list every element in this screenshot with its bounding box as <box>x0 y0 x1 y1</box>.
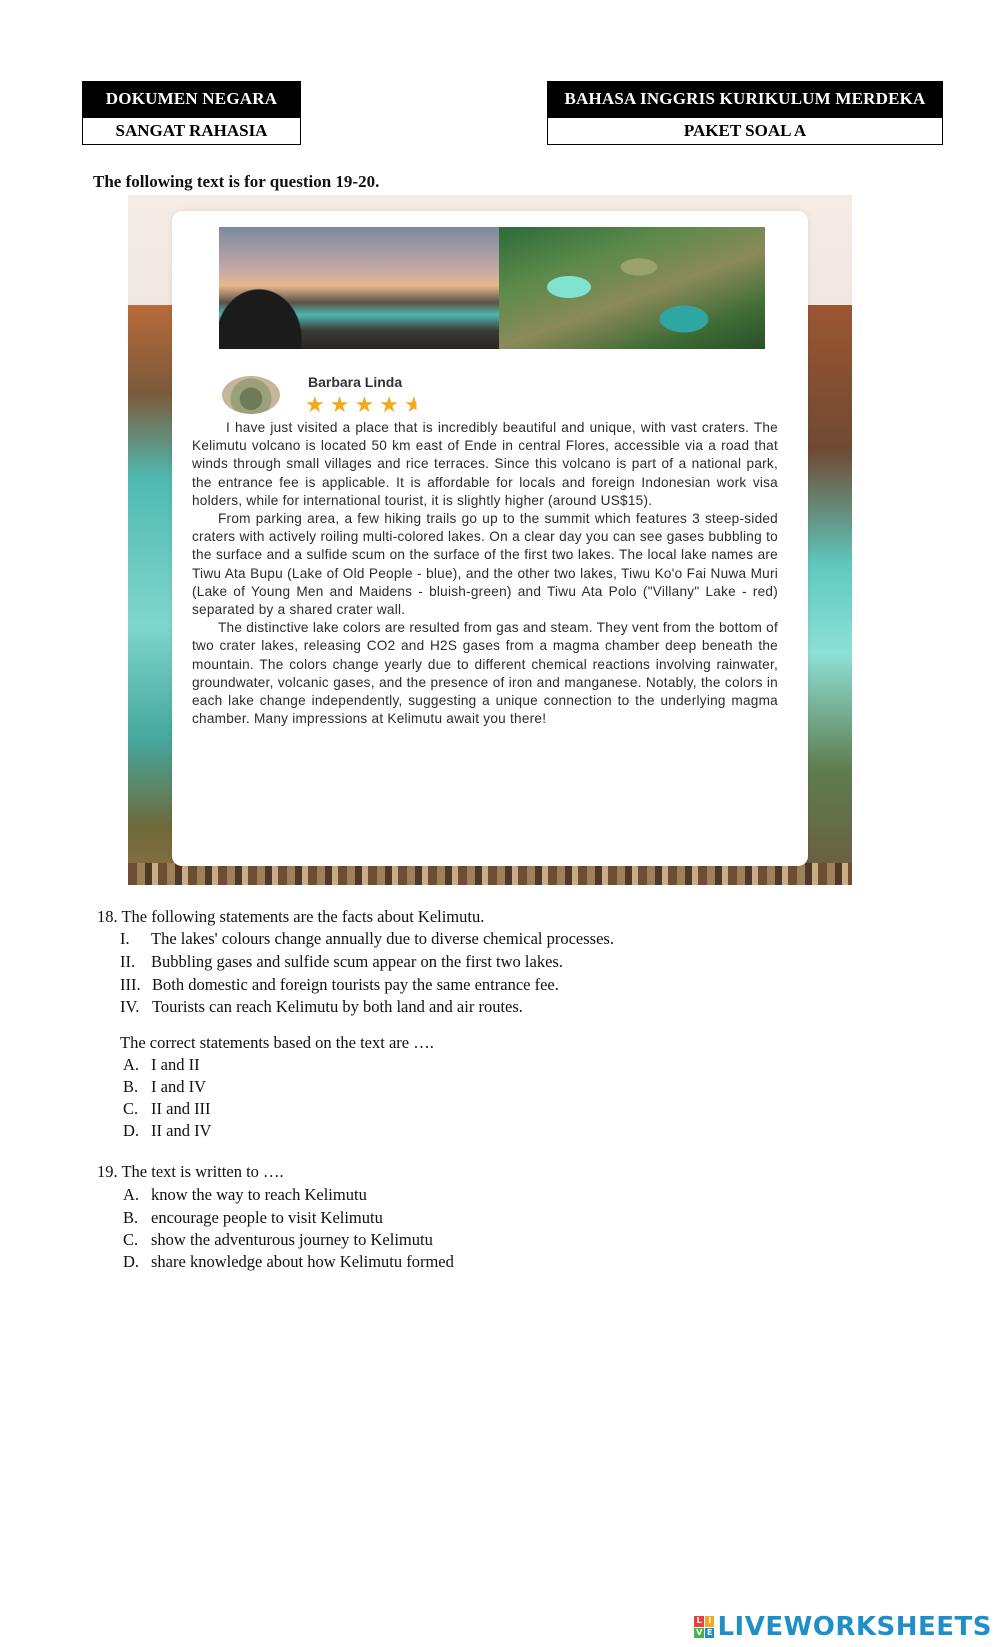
statement-text: The lakes' colours change annually due to diverse chemical processes. <box>151 929 614 948</box>
statement-text: Tourists can reach Kelimutu by both land and air routes. <box>152 997 523 1016</box>
logo-grid-icon <box>694 1616 714 1638</box>
photo-tourist-at-crater <box>219 227 499 349</box>
rock-border <box>128 863 852 885</box>
review-image <box>128 195 852 885</box>
review-paragraph-2: From parking area, a few hiking trails go up to the summit which features 3 steep-sided craters with actively roiling multi-colored lakes. On a clear day you can see gases bubbling to the surface and a sulfide scum on the surface of the first two lakes. The local lake names are Tiwu Ata Bupu (Lake of Old People - blue), and the other two lakes, Tiwu Ko'o Fai Nuwa Muri (Lake of Young Men and Maidens - bluish-green) and Tiwu Ata Polo ("Villany" Lake - red) separated by a shared crater wall. <box>192 511 778 618</box>
statement-text: Both domestic and foreign tourists pay the same entrance fee. <box>152 975 559 994</box>
question-18-prompt: The correct statements based on the text are …. <box>120 1033 434 1052</box>
statement-2 <box>120 951 563 973</box>
question-number: 19. <box>97 1162 118 1181</box>
logo-wordmark: LIVEWORKSHEETS <box>717 1612 992 1642</box>
intro-text: The following text is for question 19-20. <box>93 172 380 191</box>
header-paket <box>547 117 943 145</box>
option-text: show the adventurous journey to Kelimutu <box>151 1230 433 1249</box>
option-19-d[interactable] <box>123 1251 454 1273</box>
half-star-icon: ★ <box>403 393 429 418</box>
option-text: I and II <box>151 1055 200 1074</box>
question-18 <box>97 906 484 928</box>
question-number: 18. <box>97 907 118 926</box>
lake-background-right <box>806 305 852 885</box>
header-subject <box>547 81 943 117</box>
option-text: know the way to reach Kelimutu <box>151 1185 367 1204</box>
option-text: encourage people to visit Kelimutu <box>151 1208 383 1227</box>
option-19-a[interactable] <box>123 1184 367 1206</box>
option-19-b[interactable] <box>123 1207 383 1229</box>
option-letter: B. <box>123 1077 139 1096</box>
option-letter: C. <box>123 1230 139 1249</box>
statement-numeral: II. <box>120 952 136 971</box>
option-letter: B. <box>123 1208 139 1227</box>
header-dokumen-negara <box>82 81 301 117</box>
question-stem: The text is written to …. <box>121 1162 284 1181</box>
header-right-top-text: BAHASA INGGRIS KURIKULUM MERDEKA <box>564 89 926 108</box>
statement-numeral: IV. <box>120 997 140 1016</box>
statement-3 <box>120 974 559 996</box>
star-rating <box>305 393 429 418</box>
option-text: share knowledge about how Kelimutu formed <box>151 1252 454 1271</box>
star-icon: ★ <box>379 393 404 418</box>
option-19-c[interactable] <box>123 1229 433 1251</box>
liveworksheets-logo[interactable] <box>694 1612 992 1642</box>
statement-1 <box>120 928 614 950</box>
option-18-a[interactable] <box>123 1054 200 1076</box>
review-paragraph-3: The distinctive lake colors are resulted from gas and steam. They vent from the bottom of two crater lakes, releasing CO2 and H2S gases from a magma chamber deep beneath the mountain. The colors change yearly due to different chemical reactions involving rainwater, groundwater, volcanic gases, and the presence of iron and manganese. Notably, the colors in each lake change independently, suggesting a unique connection to the underlying magma chamber. Many impressions at Kelimutu await you there! <box>192 620 778 727</box>
star-icon: ★ <box>329 393 355 418</box>
logo-letter-e: E <box>705 1628 715 1639</box>
review-paragraph-1: I have just visited a place that is incredibly beautiful and unique, with vast craters. The Kelimutu volcano is located 50 km east of Ende in central Flores, accessible via a road that winds through small villages and rice terraces. Since this volcano is part of a national park, the entrance fee is applicable. It is affordable for locals and foreign Indonesian work visa holders, while for international tourist, it is slightly higher (around US$15). <box>192 420 778 508</box>
option-letter: C. <box>123 1099 139 1118</box>
statement-numeral: I. <box>120 929 130 948</box>
photo-aerial-crater-lakes <box>499 227 765 349</box>
option-letter: A. <box>123 1185 140 1204</box>
avatar <box>222 376 280 414</box>
statement-numeral: III. <box>120 975 141 994</box>
header-sangat-rahasia <box>82 117 301 145</box>
option-18-c[interactable] <box>123 1098 211 1120</box>
question-19 <box>97 1161 284 1183</box>
logo-letter-v: V <box>696 1627 703 1637</box>
statement-4 <box>120 996 523 1018</box>
star-icon: ★ <box>305 393 330 418</box>
review-text <box>192 419 778 728</box>
star-icon: ★ <box>354 393 380 418</box>
lake-background-left <box>128 305 174 885</box>
question-stem: The following statements are the facts about Kelimutu. <box>121 907 485 926</box>
header-right-bottom-text: PAKET SOAL A <box>683 121 807 140</box>
option-text: II and IV <box>151 1121 212 1140</box>
tourist-silhouette <box>219 249 329 349</box>
logo-letter-i: I <box>705 1616 715 1627</box>
reviewer-name: Barbara Linda <box>308 374 403 390</box>
logo-letter-l: L <box>694 1616 704 1627</box>
option-letter: D. <box>123 1121 140 1140</box>
option-letter: A. <box>123 1055 140 1074</box>
option-18-d[interactable] <box>123 1120 211 1142</box>
option-text: I and IV <box>151 1077 206 1096</box>
option-18-b[interactable] <box>123 1076 206 1098</box>
header-left-bottom-text: SANGAT RAHASIA <box>115 121 268 140</box>
statement-text: Bubbling gases and sulfide scum appear on the first two lakes. <box>151 952 563 971</box>
option-text: II and III <box>151 1099 211 1118</box>
option-letter: D. <box>123 1252 140 1271</box>
review-card <box>172 211 808 866</box>
header-left-top-text: DOKUMEN NEGARA <box>105 89 278 108</box>
